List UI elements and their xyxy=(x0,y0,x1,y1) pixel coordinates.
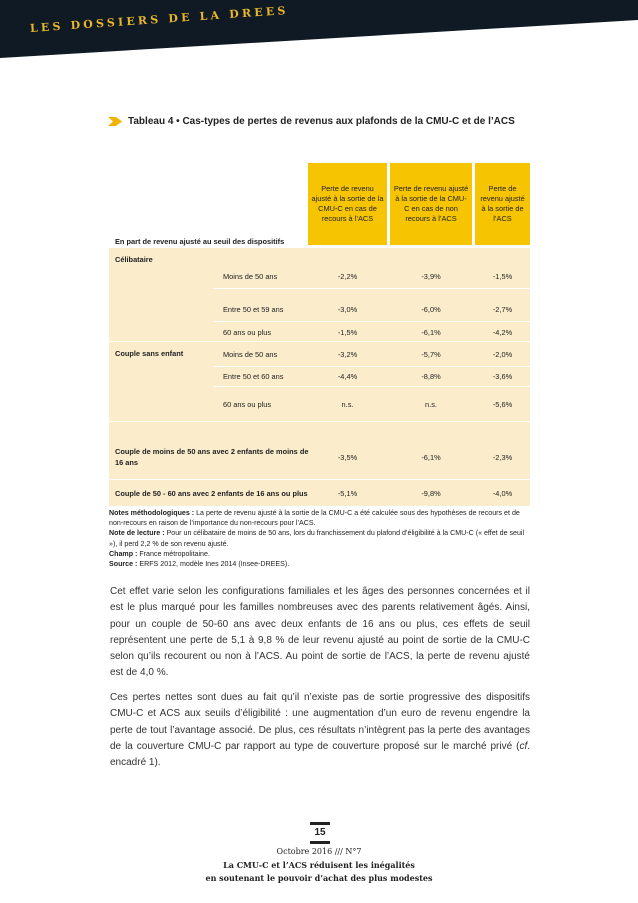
body-paragraph-1: Cet effet varie selon les configurations familiales et les âges des personnes concernées et il est le plus marqué pour les familles nombreuses avec des parents relativement âgés. Ainsi, pour un couple de 50-60 ans avec deux enfants de 16 ans ou plus, ces effets de seuil représentent une perte de 5,1 à 9,8 % de leur revenu ajusté au point de sortie de la CMU-C selon qu’ils recourent ou non à l’ACS. Au point de sortie de l’ACS, la perte de revenu ajusté est de 4,0 %. xyxy=(110,586,530,679)
table-title-text: Tableau 4 • Cas-types de pertes de revenus aux plafonds de la CMU-C et de l’ACS xyxy=(128,116,515,127)
note-text: Pour un célibataire de moins de 50 ans, lors du franchissement du plafond d’éligibilité à la CMU-C (« effet de seuil »), il perd 2,2 % de son revenu ajusté. xyxy=(109,529,525,548)
row-value: -4,2% xyxy=(492,327,513,337)
row-separator xyxy=(213,321,530,322)
chevron-right-icon xyxy=(108,117,122,126)
note-methodology xyxy=(109,508,530,528)
note-text: ERFS 2012, modèle Ines 2014 (Insee-DREES). xyxy=(137,560,290,569)
group-label-couple-sans-enfant: Couple sans enfant xyxy=(115,348,184,358)
paragraph-text: Ces pertes nettes sont dues au fait qu’il n’existe pas de sortie progressive des dispositifs CMU-C et ACS aux seuils d’éligibilité : une augmentation d’un euro de revenu engendre la perte de tout l’avantage associé. De plus, ces résultats n’intègrent pas la perte des avantages de la couverture CMU-C par rapport au type de couverture proposé sur le marché privé ( xyxy=(110,692,530,752)
row-sub-label: 60 ans ou plus xyxy=(223,399,272,409)
note-label: Champ : xyxy=(109,549,138,558)
row-value: -2,0% xyxy=(492,349,513,359)
header-banner xyxy=(0,0,638,62)
row-value: -9,8% xyxy=(421,488,441,498)
row-separator xyxy=(213,386,530,387)
note-label: Source : xyxy=(109,560,138,569)
footer-title-line-2: en soutenant le pouvoir d’achat des plus modestes xyxy=(205,873,433,883)
row-sub-label: Entre 50 et 59 ans xyxy=(223,304,284,314)
column-header-1: Perte de revenu ajusté à la sortie de la CMU-C en cas de recours à l’ACS xyxy=(308,163,387,245)
group-label-couple-moins-50: Couple de moins de 50 ans avec 2 enfants de moins de 16 ans xyxy=(115,447,309,467)
table-title xyxy=(108,116,515,127)
row-value: -6,1% xyxy=(421,327,441,337)
row-value: -2,2% xyxy=(337,271,358,281)
row-value: -8,8% xyxy=(421,371,441,381)
row-sub-label: Moins de 50 ans xyxy=(223,271,278,281)
note-reading xyxy=(109,528,530,548)
page-number: 15 xyxy=(310,822,330,844)
row-value: -5,6% xyxy=(492,399,513,409)
row-sub-label: Moins de 50 ans xyxy=(223,349,278,359)
row-separator xyxy=(213,366,530,367)
note-scope xyxy=(109,549,530,559)
note-label: Notes méthodologiques : xyxy=(109,509,195,517)
note-text: La perte de revenu ajusté à la sortie de la CMU-C a été calculée sous des hypothèses de recours et de non-recours en raison de l’importance du non-recours pour l’ACS. xyxy=(109,509,520,528)
corner-label: En part de revenu ajusté au seuil des dispositifs xyxy=(115,237,285,246)
row-value: -4,4% xyxy=(337,371,358,381)
group-label-celibataire: Célibataire xyxy=(115,254,153,264)
row-value: -3,6% xyxy=(492,371,513,381)
row-separator xyxy=(213,288,530,289)
row-value: -5,1% xyxy=(337,488,358,498)
row-value: -3,9% xyxy=(421,271,441,281)
row-value: -3,2% xyxy=(337,349,358,359)
row-value: -6,0% xyxy=(421,304,441,314)
footer-date-issue: Octobre 2016 /// N°7 xyxy=(276,847,362,856)
row-sub-label: Entre 50 et 60 ans xyxy=(223,371,284,381)
note-source xyxy=(109,559,530,569)
row-value: -2,3% xyxy=(492,452,513,462)
column-header-3: Perte de revenu ajusté à la sortie de l’ACS xyxy=(475,163,530,245)
row-sub-label: 60 ans ou plus xyxy=(223,327,272,337)
row-value: -2,7% xyxy=(492,304,513,314)
row-value: -5,7% xyxy=(421,349,441,359)
row-separator xyxy=(109,341,530,342)
row-separator xyxy=(109,479,530,480)
row-value: -1,5% xyxy=(337,327,358,337)
row-value: -3,0% xyxy=(337,304,358,314)
paragraph-italic: cf xyxy=(519,740,528,752)
row-value: n.s. xyxy=(425,399,437,409)
footer-title-line-1: La CMU-C et l’ACS réduisent les inégalités xyxy=(223,860,415,870)
data-table xyxy=(109,157,530,506)
table-notes xyxy=(109,508,530,569)
note-text: France métropolitaine. xyxy=(137,549,210,558)
row-value: n.s. xyxy=(341,399,354,409)
row-value: -4,0% xyxy=(492,488,513,498)
row-value: -6,1% xyxy=(421,452,441,462)
series-title: LES DOSSIERS DE LA DREES xyxy=(29,3,289,35)
row-value: -1,5% xyxy=(492,271,513,281)
row-separator xyxy=(109,421,530,422)
row-value: -3,5% xyxy=(337,452,358,462)
group-label-couple-50-60: Couple de 50 - 60 ans avec 2 enfants de 16 ans ou plus xyxy=(115,488,308,498)
body-paragraph-2 xyxy=(110,690,530,771)
note-label: Note de lecture : xyxy=(109,529,165,538)
column-header-2: Perte de revenu ajusté à la sortie de la CMU-C en cas de non recours à l’ACS xyxy=(390,163,472,245)
banner-shape xyxy=(0,0,638,62)
paragraph-text: . encadré 1). xyxy=(110,740,530,769)
